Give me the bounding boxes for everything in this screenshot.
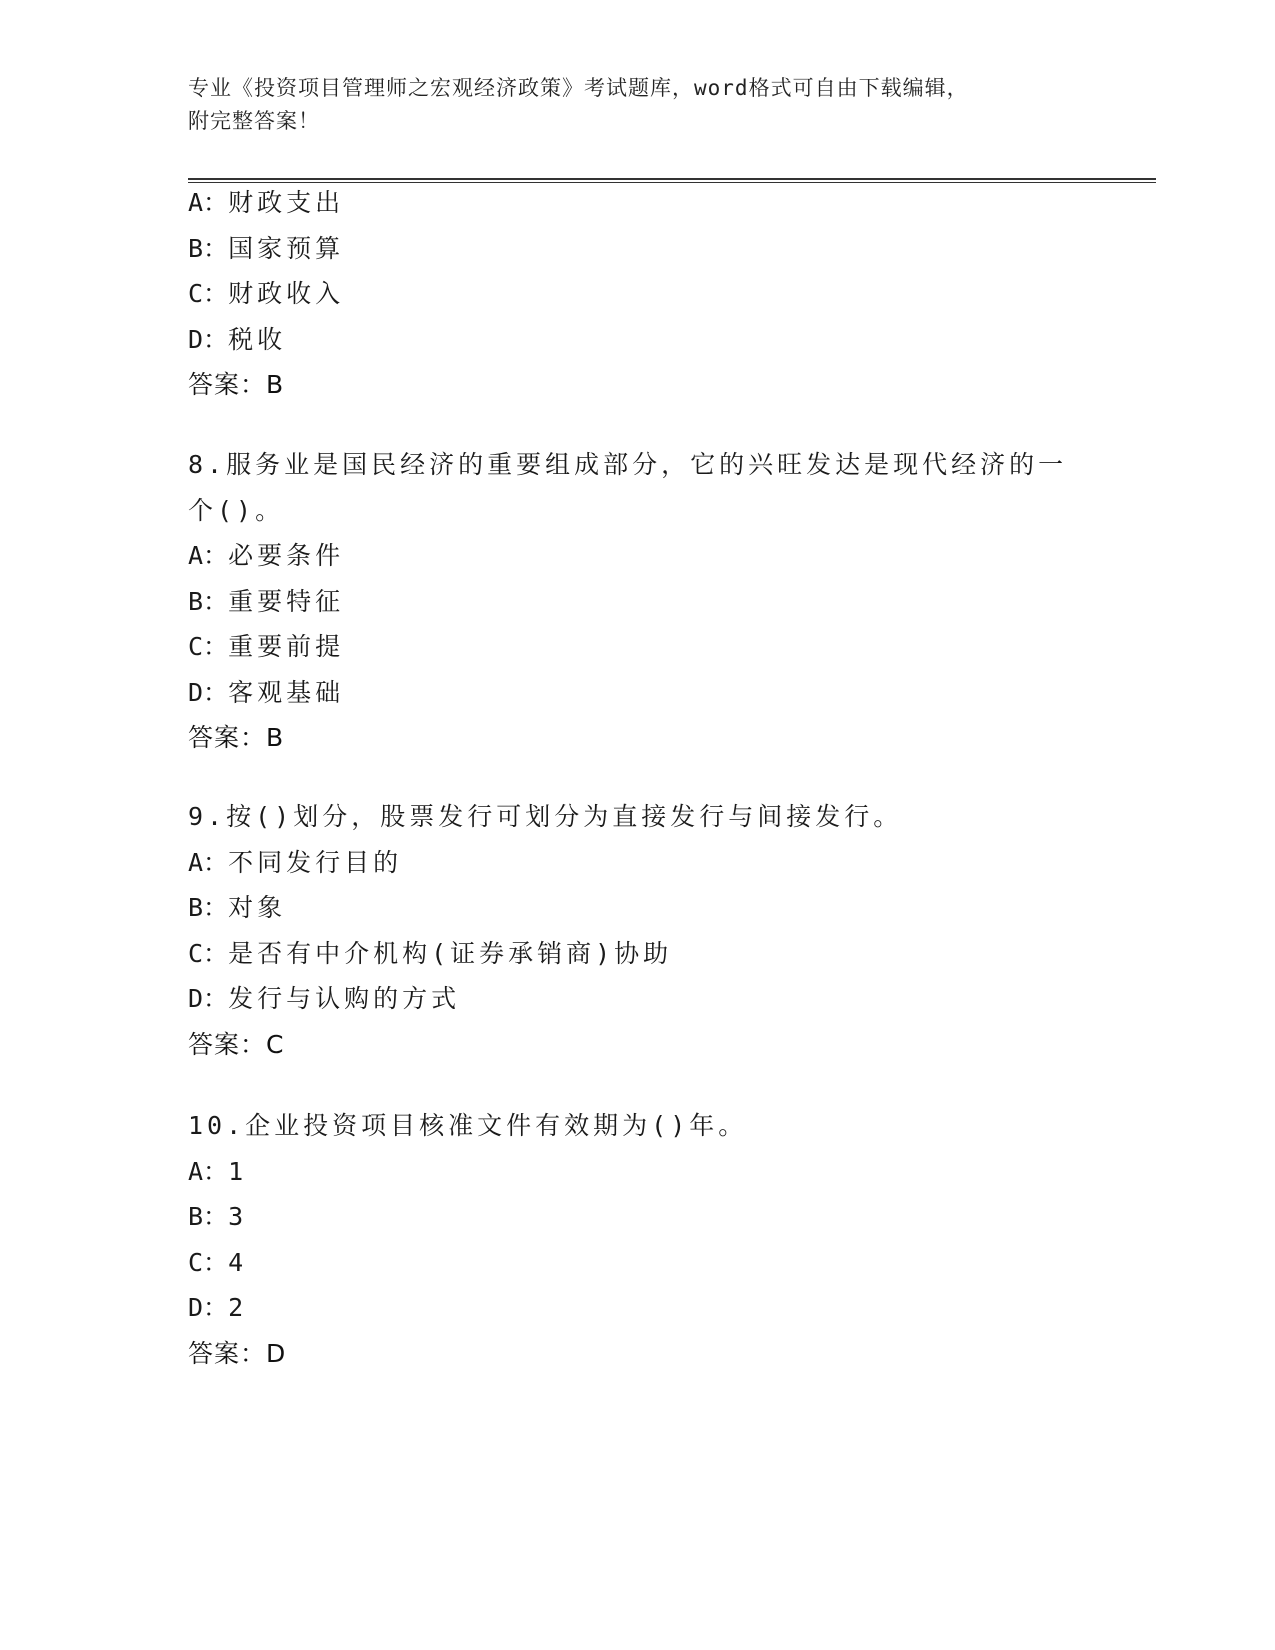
option-d: D：客观基础 <box>188 677 345 707</box>
option-c: C：4 <box>188 1247 248 1277</box>
option-c: C：财政收入 <box>188 279 345 308</box>
answer-line: 答案：B <box>188 723 285 752</box>
header-line-1: 专业《投资项目管理师之宏观经济政策》考试题库，word格式可自由下载编辑， <box>188 76 969 100</box>
question-stem: 9.按()划分，股票发行可划分为直接发行与间接发行。 <box>188 802 903 831</box>
document-header <box>188 72 1088 138</box>
option-b: B：国家预算 <box>188 233 345 263</box>
option-d: D：发行与认购的方式 <box>188 984 461 1013</box>
question-block <box>188 442 1148 761</box>
answer-line: 答案：B <box>188 370 285 399</box>
option-b: B：3 <box>188 1202 248 1231</box>
option-a: A：必要条件 <box>188 541 345 570</box>
header-line-2: 附完整答案！ <box>188 109 320 133</box>
question-stem: 10.企业投资项目核准文件有效期为()年。 <box>188 1111 748 1140</box>
question-block <box>188 794 1148 1067</box>
option-b: B：重要特征 <box>188 586 345 616</box>
question-block <box>188 1103 1148 1376</box>
option-d: D：税收 <box>188 324 287 354</box>
answer-line: 答案：D <box>188 1338 287 1368</box>
question-block <box>188 180 1148 408</box>
option-a: A：1 <box>188 1156 248 1186</box>
option-a: A：财政支出 <box>188 188 345 217</box>
option-c: C：重要前提 <box>188 632 345 661</box>
option-a: A：不同发行目的 <box>188 847 403 877</box>
question-stem: 8.服务业是国民经济的重要组成部分，它的兴旺发达是现代经济的一个()。 <box>188 450 1068 525</box>
option-b: B：对象 <box>188 893 287 922</box>
answer-line: 答案：C <box>188 1029 285 1059</box>
option-c: C：是否有中介机构(证券承销商)协助 <box>188 938 673 968</box>
option-d: D：2 <box>188 1293 248 1322</box>
